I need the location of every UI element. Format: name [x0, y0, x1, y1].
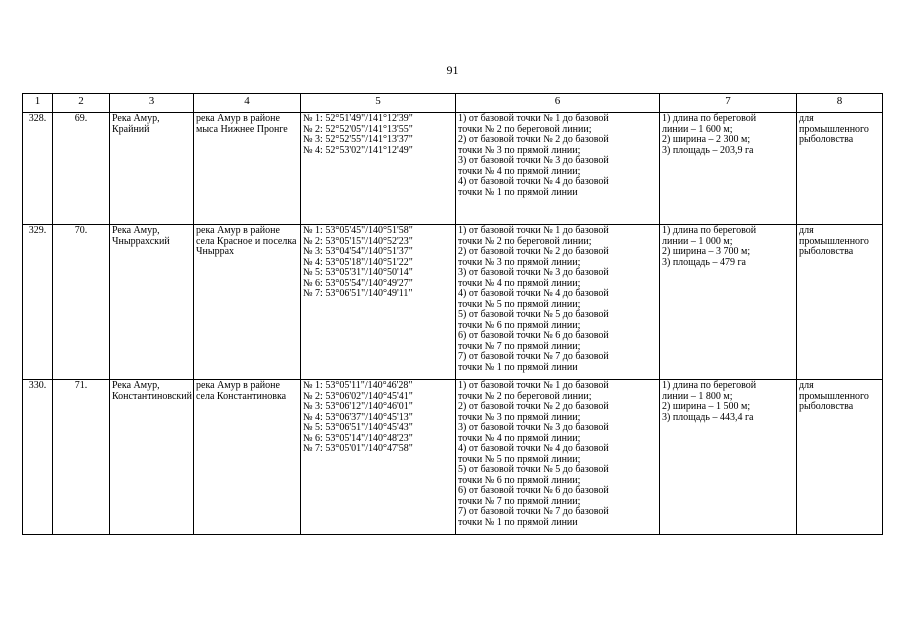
- border-line: 6) от базовой точки № 6 до базовой: [458, 485, 609, 496]
- border-line: 5) от базовой точки № 5 до базовой: [458, 464, 609, 475]
- border-line: 4) от базовой точки № 4 до базовой: [458, 176, 609, 187]
- coordinate-line: № 7: 53°06'51"/140°49'11": [303, 288, 413, 299]
- row-number: 328.: [23, 113, 53, 225]
- dimension-line: линии – 1 800 м;: [662, 390, 733, 402]
- coordinate-line: № 7: 53°05'01"/140°47'58": [303, 443, 413, 454]
- row-number: 330.: [23, 380, 53, 535]
- coordinate-line: № 5: 53°06'51"/140°45'43": [303, 422, 413, 433]
- border-line: 6) от базовой точки № 6 до базовой: [458, 330, 609, 341]
- purpose-cell: для промышленного рыболовства: [797, 113, 883, 225]
- border-line: 3) от базовой точки № 3 до базовой: [458, 267, 609, 278]
- border-line: точки № 7 по прямой линии;: [458, 495, 581, 507]
- border-line: точки № 2 по береговой линии;: [458, 123, 592, 135]
- coordinate-line: № 1: 52°51'49"/141°12'39": [303, 113, 413, 124]
- border-line: 1) от базовой точки № 1 до базовой: [458, 225, 609, 236]
- dimension-line: 3) площадь – 479 га: [662, 256, 746, 268]
- column-header: 4: [194, 94, 301, 113]
- dimensions-cell: [660, 113, 797, 225]
- header-row: [23, 94, 883, 113]
- border-line: точки № 1 по прямой линии: [458, 516, 578, 528]
- border-line: 2) от базовой точки № 2 до базовой: [458, 246, 609, 257]
- table-row: [23, 380, 883, 535]
- dimension-line: 1) длина по береговой: [662, 225, 757, 236]
- page-number: 91: [446, 63, 459, 77]
- column-header: 7: [660, 94, 797, 113]
- borders-cell: [456, 113, 660, 225]
- column-header: 2: [53, 94, 110, 113]
- dimension-line: 3) площадь – 203,9 га: [662, 144, 754, 156]
- column-header: 1: [23, 94, 53, 113]
- area-name: Река Амур, Крайний: [110, 113, 194, 225]
- coordinates-cell: [301, 113, 456, 225]
- border-line: точки № 1 по прямой линии: [458, 361, 578, 373]
- dimension-line: 1) длина по береговой: [662, 380, 757, 391]
- table-row: [23, 225, 883, 380]
- border-line: 2) от базовой точки № 2 до базовой: [458, 401, 609, 412]
- border-line: точки № 5 по прямой линии;: [458, 298, 581, 310]
- coordinate-line: № 6: 53°05'54"/140°49'27": [303, 277, 413, 289]
- dimensions-cell: [660, 380, 797, 535]
- border-line: точки № 5 по прямой линии;: [458, 453, 581, 465]
- dimensions-cell: [660, 225, 797, 380]
- dimension-line: 2) ширина – 2 300 м;: [662, 134, 751, 145]
- coordinate-line: № 3: 53°04'54"/140°51'37": [303, 246, 413, 257]
- coordinate-line: № 6: 53°05'14"/140°48'23": [303, 432, 413, 444]
- coordinate-line: № 3: 52°52'55"/141°13'37": [303, 134, 413, 145]
- area-location: река Амур в районе мыса Нижнее Пронге: [194, 113, 301, 225]
- dimension-line: линии – 1 600 м;: [662, 123, 733, 135]
- area-location: река Амур в районе села Красное и поселка Чныррах: [194, 225, 301, 380]
- border-line: 3) от базовой точки № 3 до базовой: [458, 422, 609, 433]
- row-subnumber: 71.: [53, 380, 110, 535]
- coordinate-line: № 2: 52°52'05"/141°13'55": [303, 123, 413, 135]
- coordinate-line: № 2: 53°05'15"/140°52'23": [303, 235, 413, 247]
- coordinates-cell: [301, 380, 456, 535]
- row-subnumber: 70.: [53, 225, 110, 380]
- border-line: точки № 7 по прямой линии;: [458, 340, 581, 352]
- borders-cell: [456, 225, 660, 380]
- border-line: точки № 3 по прямой линии;: [458, 411, 581, 423]
- column-header: 8: [797, 94, 883, 113]
- border-line: точки № 4 по прямой линии;: [458, 165, 581, 177]
- border-line: 4) от базовой точки № 4 до базовой: [458, 288, 609, 299]
- coordinate-line: № 3: 53°06'12"/140°46'01": [303, 401, 413, 412]
- border-line: точки № 1 по прямой линии: [458, 186, 578, 198]
- area-name: Река Амур, Константиновский: [110, 380, 194, 535]
- border-line: точки № 3 по прямой линии;: [458, 256, 581, 268]
- row-number: 329.: [23, 225, 53, 380]
- column-header: 3: [110, 94, 194, 113]
- border-line: точки № 3 по прямой линии;: [458, 144, 581, 156]
- purpose-cell: для промышленного рыболовства: [797, 380, 883, 535]
- borders-cell: [456, 380, 660, 535]
- border-line: 1) от базовой точки № 1 до базовой: [458, 380, 609, 391]
- coordinate-line: № 4: 53°05'18"/140°51'22": [303, 256, 413, 268]
- column-header: 6: [456, 94, 660, 113]
- border-line: точки № 4 по прямой линии;: [458, 432, 581, 444]
- coordinate-line: № 4: 52°53'02"/141°12'49": [303, 144, 413, 156]
- border-line: точки № 2 по береговой линии;: [458, 390, 592, 402]
- border-line: точки № 6 по прямой линии;: [458, 474, 581, 486]
- purpose-cell: для промышленного рыболовства: [797, 225, 883, 380]
- coordinates-cell: [301, 225, 456, 380]
- border-line: 3) от базовой точки № 3 до базовой: [458, 155, 609, 166]
- dimension-line: 2) ширина – 1 500 м;: [662, 401, 751, 412]
- border-line: 7) от базовой точки № 7 до базовой: [458, 506, 609, 517]
- table-row: [23, 113, 883, 225]
- border-line: 7) от базовой точки № 7 до базовой: [458, 351, 609, 362]
- dimension-line: 1) длина по береговой: [662, 113, 757, 124]
- dimension-line: линии – 1 000 м;: [662, 235, 733, 247]
- coordinate-line: № 5: 53°05'31"/140°50'14": [303, 267, 413, 278]
- border-line: точки № 4 по прямой линии;: [458, 277, 581, 289]
- coordinate-line: № 2: 53°06'02"/140°45'41": [303, 390, 413, 402]
- row-subnumber: 69.: [53, 113, 110, 225]
- column-header: 5: [301, 94, 456, 113]
- dimension-line: 3) площадь – 443,4 га: [662, 411, 754, 423]
- border-line: точки № 2 по береговой линии;: [458, 235, 592, 247]
- border-line: точки № 6 по прямой линии;: [458, 319, 581, 331]
- coordinate-line: № 4: 53°06'37"/140°45'13": [303, 411, 413, 423]
- border-line: 2) от базовой точки № 2 до базовой: [458, 134, 609, 145]
- coordinate-line: № 1: 53°05'11"/140°46'28": [303, 380, 413, 391]
- dimension-line: 2) ширина – 3 700 м;: [662, 246, 751, 257]
- fishing-areas-table: [22, 93, 883, 535]
- coordinate-line: № 1: 53°05'45"/140°51'58": [303, 225, 413, 236]
- border-line: 1) от базовой точки № 1 до базовой: [458, 113, 609, 124]
- area-name: Река Амур, Чныррахский: [110, 225, 194, 380]
- border-line: 5) от базовой точки № 5 до базовой: [458, 309, 609, 320]
- border-line: 4) от базовой точки № 4 до базовой: [458, 443, 609, 454]
- area-location: река Амур в районе села Константиновка: [194, 380, 301, 535]
